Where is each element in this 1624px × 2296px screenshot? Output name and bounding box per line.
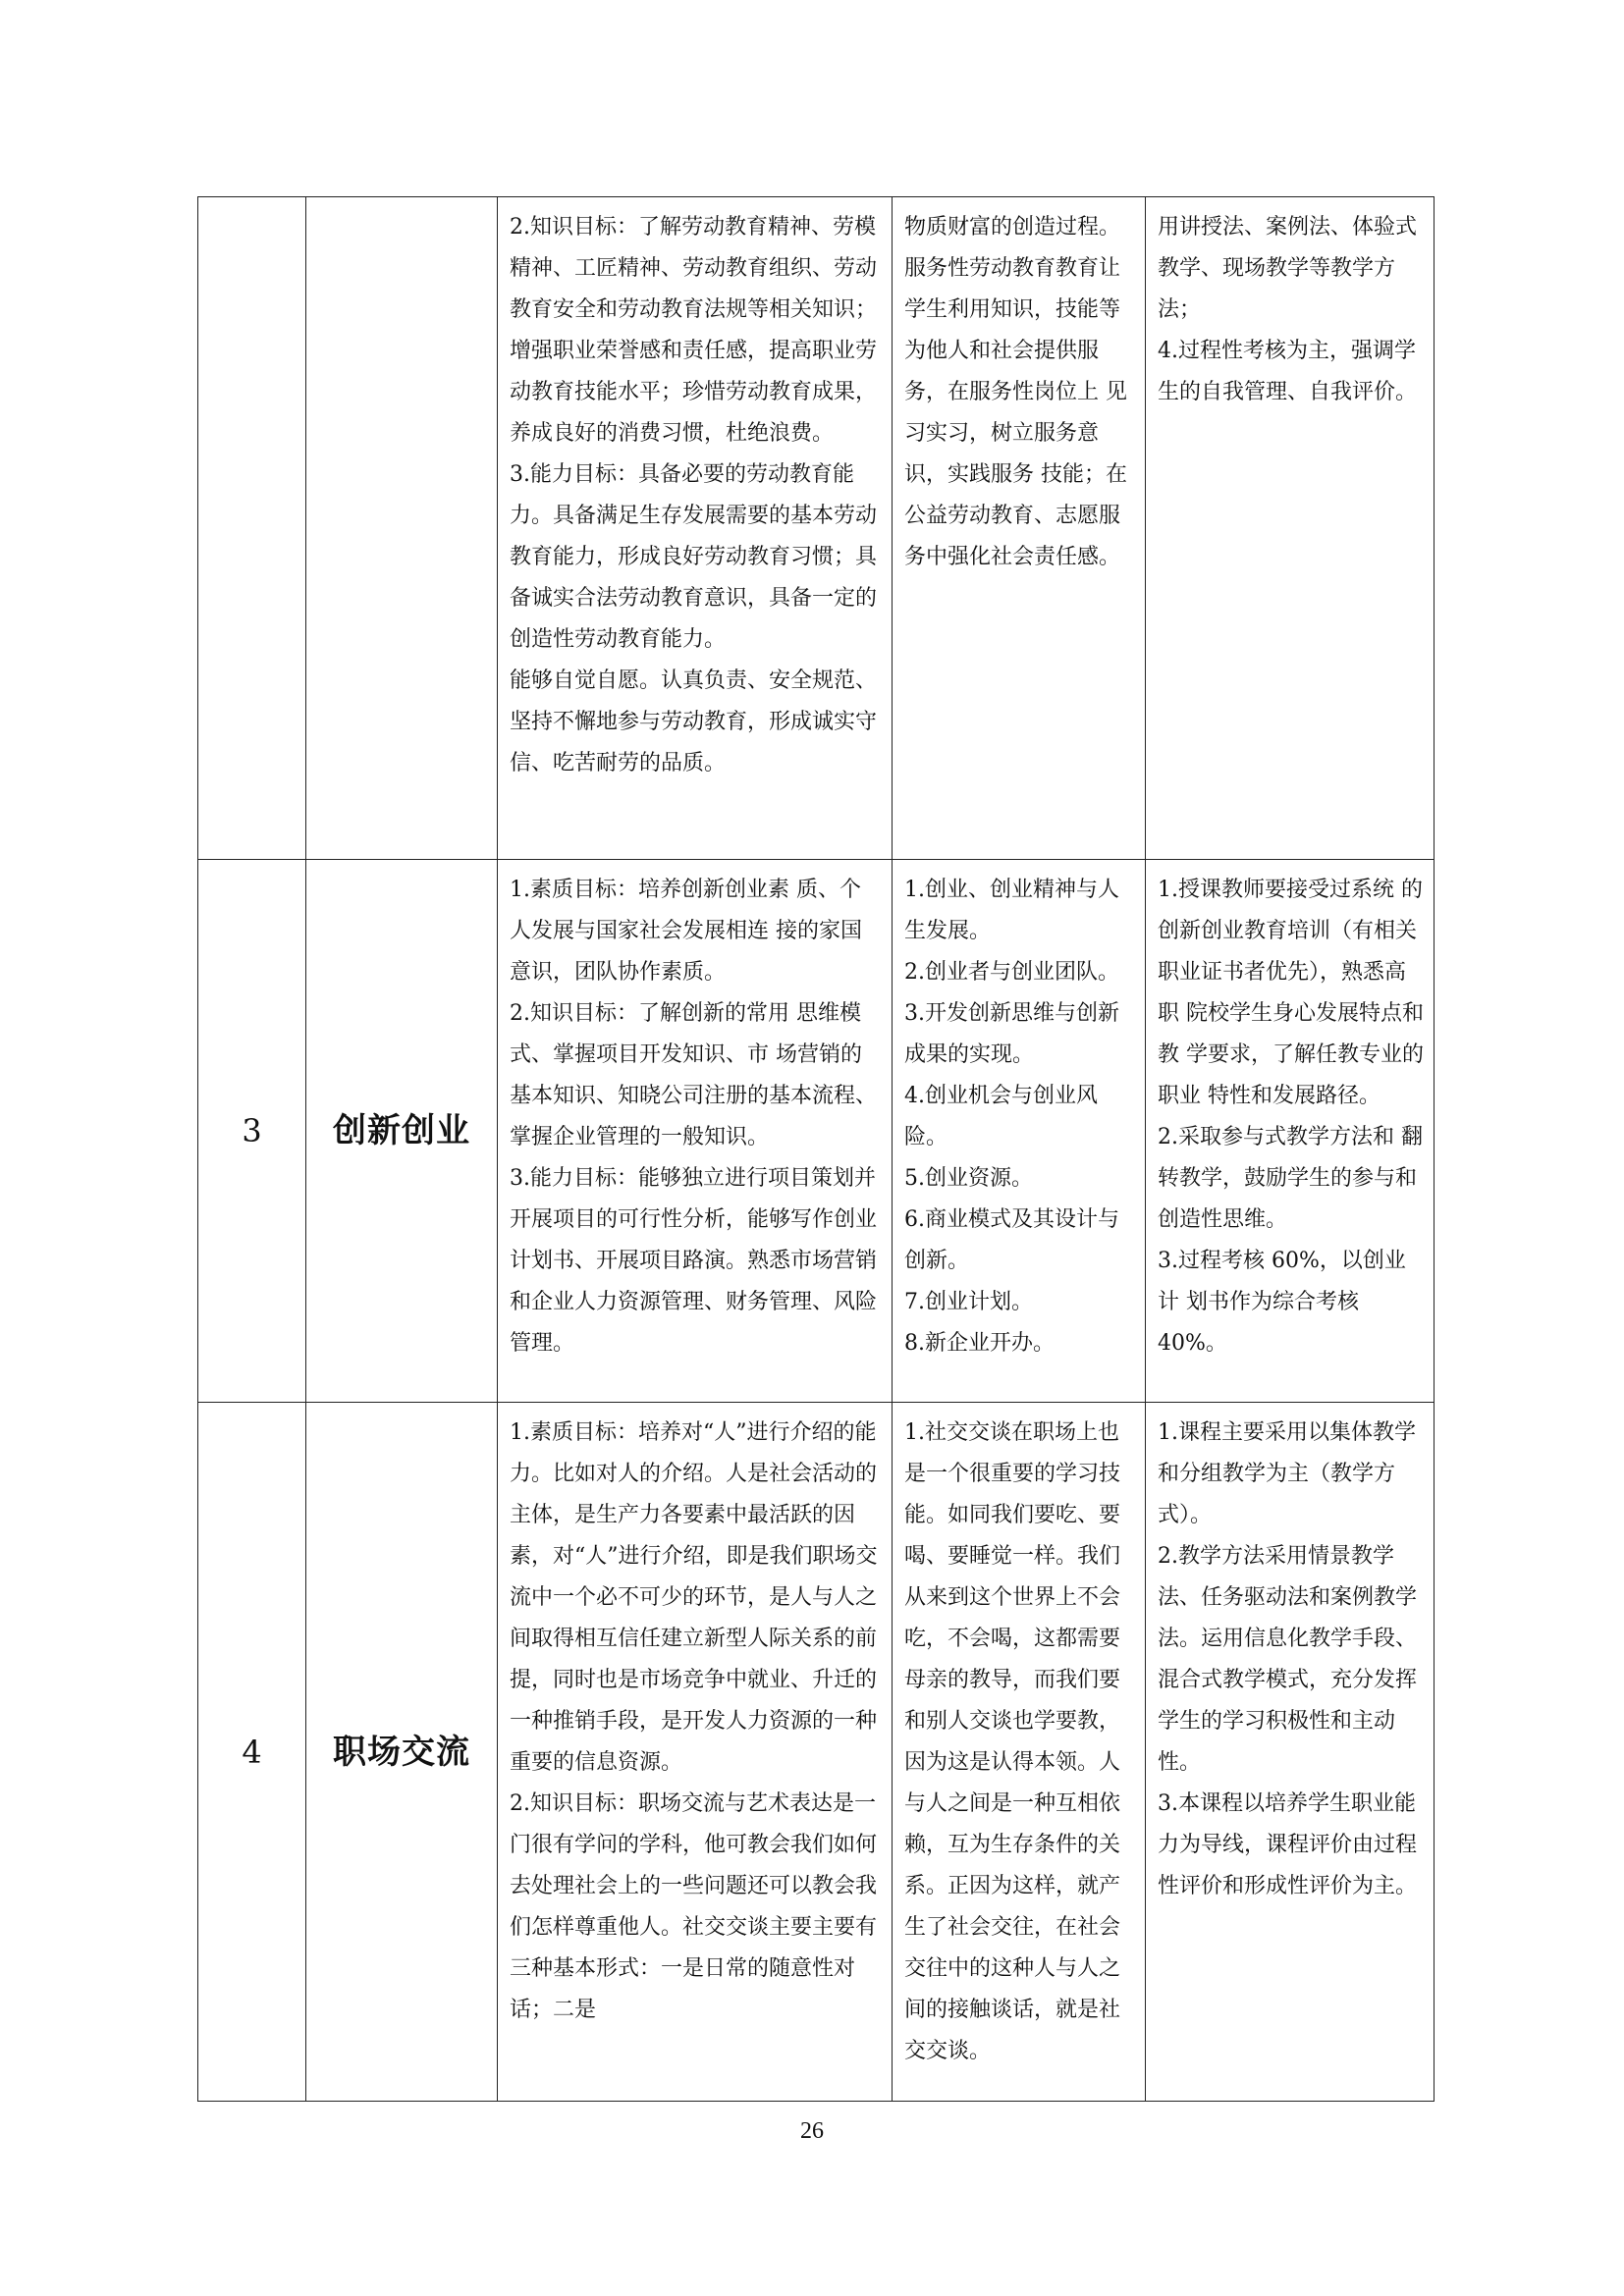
requirement-paragraph: 2.教学方法采用情景教学法、任务驱动法和案例教学法。运用信息化教学手段、混合式教学模式，充分发挥学生的学习积极性和主动性。 <box>1158 1544 1418 1775</box>
content-paragraph: 3.开发创新思维与创新成果的实现。 <box>904 1001 1119 1067</box>
goal-paragraph: 3.能力目标：能够独立进行项目策划并开展项目的可行性分析，能够写作创业计划书、开展项目路演。熟悉市场营销和企业人力资源管理、财务管理、风险管理。 <box>510 1166 878 1356</box>
course-name-cell: 创新创业 <box>306 860 498 1403</box>
content-paragraph: 7.创业计划。 <box>904 1290 1033 1314</box>
requirement-paragraph: 4.过程性考核为主，强调学生的自我管理、自我评价。 <box>1158 339 1418 404</box>
goal-paragraph: 2.知识目标：了解创新的常用 思维模式、掌握项目开发知识、市 场营销的基本知识、知晓公司注册的基本流程、掌握企业管理的一般知识。 <box>510 1001 878 1149</box>
goal-paragraph: 能够自觉自愿。认真负责、安全规范、坚持不懈地参与劳动教育，形成诚实守信、吃苦耐劳的品质。 <box>510 668 878 775</box>
goals-cell <box>498 1403 893 2102</box>
requirements-cell <box>1146 1403 1435 2102</box>
requirements-cell <box>1146 197 1435 860</box>
content-cell <box>893 1403 1146 2102</box>
course-name-cell: 职场交流 <box>306 1403 498 2102</box>
goal-paragraph: 2.知识目标：职场交流与艺术表达是一门很有学问的学科，他可教会我们如何去处理社会上的一些问题还可以教会我们怎样尊重他人。社交交谈主要主要有三种基本形式：一是日常的随意性对话；二是 <box>510 1791 878 2022</box>
content-paragraph: 1.创业、创业精神与人生发展。 <box>904 878 1119 943</box>
row-number-cell <box>198 197 306 860</box>
content-paragraph: 6.商业模式及其设计与创新。 <box>904 1207 1119 1273</box>
content-paragraph: 5.创业资源。 <box>904 1166 1033 1191</box>
page-number: 26 <box>800 2118 824 2144</box>
goal-paragraph: 2.知识目标：了解劳动教育精神、劳模精神、工匠精神、劳动教育组织、劳动教育安全和劳动教育法规等相关知识；增强职业荣誉感和责任感，提高职业劳动教育技能水平；珍惜劳动教育成果，养成良好的消费习惯，杜绝浪费。 <box>510 215 878 446</box>
goal-paragraph: 3.能力目标：具备必要的劳动教育能力。具备满足生存发展需要的基本劳动教育能力，形成良好劳动教育习惯；具备诚实合法劳动教育意识，具备一定的创造性劳动教育能力。 <box>510 462 878 652</box>
goals-cell <box>498 197 893 860</box>
goal-paragraph: 1.素质目标：培养创新创业素 质、个人发展与国家社会发展相连 接的家国意识，团队协作素质。 <box>510 878 862 985</box>
content-cell <box>893 197 1146 860</box>
row-number-cell: 3 <box>198 860 306 1403</box>
course-name-cell <box>306 197 498 860</box>
goals-cell <box>498 860 893 1403</box>
content-paragraph: 物质财富的创造过程。服务性劳动教育教育让学生利用知识，技能等为他人和社会提供服务，在服务性岗位上 见习实习，树立服务意识，实践服务 技能；在公益劳动教育、志愿服务中强化社会责任感。 <box>904 215 1127 569</box>
table-row <box>198 197 1435 860</box>
requirement-paragraph: 1.课程主要采用以集体教学和分组教学为主（教学方式）。 <box>1158 1420 1416 1527</box>
requirement-paragraph: 2.采取参与式教学方法和 翻转教学，鼓励学生的参与和 创造性思维。 <box>1158 1125 1423 1232</box>
requirement-paragraph: 3.过程考核 60%，以创业计 划书作为综合考核 40%。 <box>1158 1249 1406 1356</box>
requirements-cell <box>1146 860 1435 1403</box>
content-paragraph: 1.社交交谈在职场上也是一个很重要的学习技能。如同我们要吃、要喝、要睡觉一样。我们从来到这个世界上不会吃，不会喝，这都需要母亲的教导，而我们要和别人交谈也学要教，因为这是认得本领。人与人之间是一种互相依赖，互为生存条件的关系。正因为这样，就产生了社会交往，在社会交往中的这种人与人之间的接触谈话，就是社交交谈。 <box>904 1420 1121 2063</box>
content-paragraph: 4.创业机会与创业风险。 <box>904 1084 1098 1149</box>
content-paragraph: 2.创业者与创业团队。 <box>904 960 1119 985</box>
row-number-cell: 4 <box>198 1403 306 2102</box>
requirement-paragraph: 3.本课程以培养学生职业能力为导线，课程评价由过程性评价和形成性评价为主。 <box>1158 1791 1418 1898</box>
goal-paragraph: 1.素质目标：培养对“人”进行介绍的能力。比如对人的介绍。人是社会活动的主体，是生产力各要素中最活跃的因素，对“人”进行介绍，即是我们职场交流中一个必不可少的环节，是人与人之间取得相互信任建立新型人际关系的前提，同时也是市场竞争中就业、升迁的一种推销手段，是开发人力资源的一种重要的信息资源。 <box>510 1420 878 1775</box>
table-row <box>198 1403 1435 2102</box>
course-table <box>197 196 1435 2102</box>
requirement-paragraph: 1.授课教师要接受过系统 的创新创业教育培训（有相关 职业证书者优先），熟悉高职 院校学生身心发展特点和教 学要求，了解任教专业的职业 特性和发展路径。 <box>1158 878 1424 1108</box>
content-cell <box>893 860 1146 1403</box>
content-paragraph: 8.新企业开办。 <box>904 1331 1055 1356</box>
requirement-paragraph: 用讲授法、案例法、体验式教学、现场教学等教学方法； <box>1158 215 1418 322</box>
table-row <box>198 860 1435 1403</box>
